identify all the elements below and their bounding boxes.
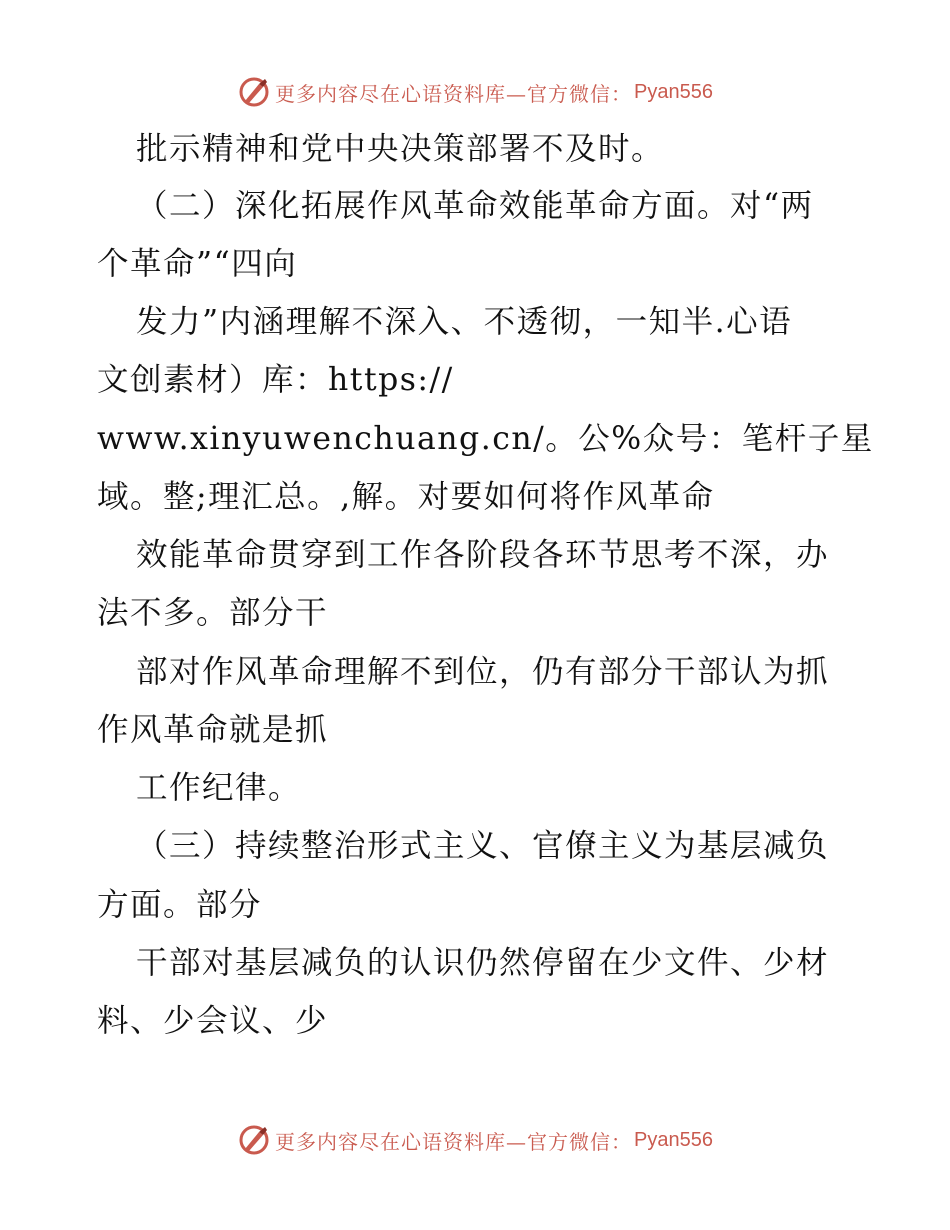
body-line: 批示精神和党中央决策部署不及时。 [136, 131, 665, 167]
body-line: 法不多。部分干 [97, 595, 329, 631]
watermark-wechat-id: Pyan556 [634, 80, 713, 103]
pen-logo-icon [237, 1123, 271, 1157]
body-line: 方面。部分 [97, 887, 263, 923]
pen-logo-icon [237, 75, 271, 109]
body-line: 文创素材）库：https:// [97, 362, 454, 398]
body-line: 料、少会议、少 [97, 1003, 329, 1039]
body-line: （三）持续整治形式主义、官僚主义为基层减负 [136, 828, 830, 864]
body-line: 发力”内涵理解不深入、不透彻，一知半.心语 [136, 304, 793, 340]
body-line: www.xinyuwenchuang.cn/。公%众号：笔杆子星 [97, 421, 874, 457]
header-watermark [0, 72, 950, 112]
body-line: 工作纪律。 [136, 770, 302, 806]
watermark-text: 更多内容尽在心语资料库—官方微信： [275, 81, 633, 106]
body-line: 域。整;理汇总。,解。对要如何将作风革命 [97, 479, 715, 515]
watermark-wechat-id: Pyan556 [634, 1128, 713, 1151]
body-line: 作风革命就是抓 [97, 712, 329, 748]
body-line: 个革命”“四向 [97, 246, 298, 282]
body-line: 干部对基层减负的认识仍然停留在少文件、少材 [136, 945, 830, 981]
body-line: （二）深化拓展作风革命效能革命方面。对“两 [136, 188, 814, 224]
watermark-text: 更多内容尽在心语资料库—官方微信： [275, 1129, 633, 1154]
body-line: 效能革命贯穿到工作各阶段各环节思考不深，办 [136, 537, 830, 573]
footer-watermark [0, 1120, 950, 1160]
body-line: 部对作风革命理解不到位，仍有部分干部认为抓 [136, 654, 830, 690]
